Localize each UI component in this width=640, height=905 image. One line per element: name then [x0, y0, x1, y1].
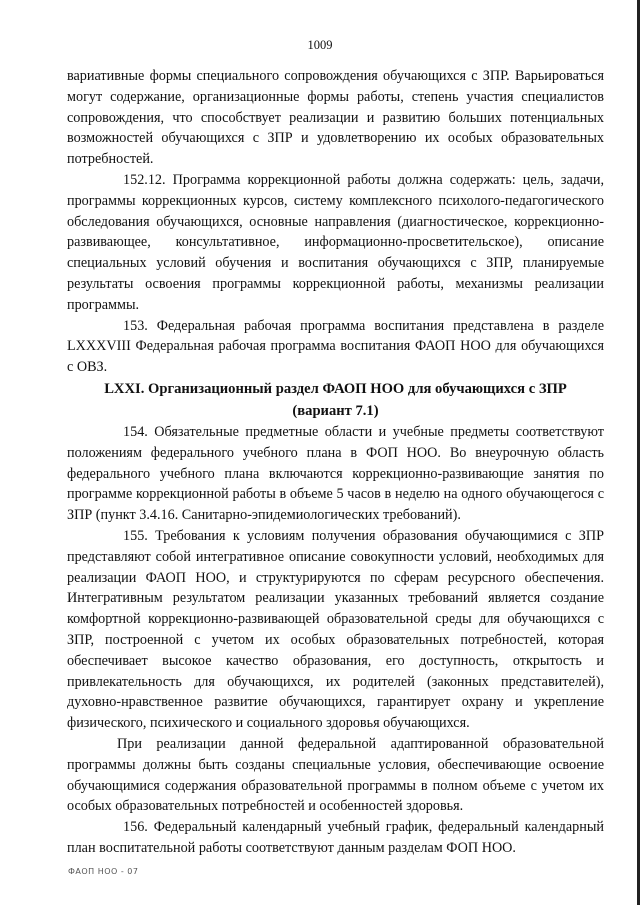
paragraph: вариативные формы специального сопровождения обучающихся с ЗПР. Варьироваться могут содержание, организационные формы работы, степень участия специалистов сопровождения, что способствует реализации и развитию больших потенциальных возможностей обучающихся с ЗПР и удовлетворению их особых образовательных потребностей. [67, 68, 604, 168]
document-body [67, 66, 604, 859]
page-number: 1009 [307, 38, 333, 52]
section-heading-line2: (вариант 7.1) [292, 402, 379, 419]
paragraph-special-conditions: При реализации данной федеральной адаптированной образовательной программы должны быть созданы специальные условия, обеспечивающие освоение обучающимися содержания образовательной программы в полном объеме с учетом их особых образовательных потребностей и особенностей здоровья. [67, 735, 604, 815]
footer-code: ФАОП НОО - 07 [68, 867, 139, 876]
section-heading-line1: LXXI. Организационный раздел ФАОП НОО для обучающихся с ЗПР [104, 380, 567, 397]
paragraph-155: 155. Требования к условиям получения образования обучающимися с ЗПР представляют собой интегративное описание совокупности условий, необходимых для реализации ФАОП НОО, и структурируются по сферам ресурсного обеспечения. Интегративным результатом реализации указанных требований является создание комфортной коррекционно-развивающей образовательной среды для обучающихся с ЗПР, построенной с учетом их особых образовательных потребностей, которая обеспечивает высокое качество образования, его доступность, открытость и привлекательность для обучающихся, их родителей (законных представителей), духовно-нравственное развитие обучающихся, гарантирует охрану и укрепление физического, психического и социального здоровья обучающихся. [67, 527, 604, 732]
paragraph-152-12: 152.12. Программа коррекционной работы должна содержать: цель, задачи, программы коррекционных курсов, систему комплексного психолого-педагогического обследования обучающихся, основные направления (диагностическое, коррекционно-развивающее, консультативное, информационно-просветительское), описание специальных условий обучения и воспитания обучающихся с ЗПР, планируемые результаты освоения программы коррекционной работы, механизмы реализации программы. [67, 171, 604, 313]
paragraph-156: 156. Федеральный календарный учебный график, федеральный календарный план воспитательной работы соответствуют данным разделам ФОП НОО. [67, 819, 604, 856]
paragraph-154: 154. Обязательные предметные области и учебные предметы соответствуют положениям федерального учебного плана в ФОП НОО. Во внеурочную область федерального учебного плана включаются коррекционно-развивающие занятия по программе коррекционной работы в объеме 5 часов в неделю на одного обучающегося с ЗПР (пункт 3.4.16. Санитарно-эпидемиологических требований). [67, 423, 604, 524]
paragraph-153: 153. Федеральная рабочая программа воспитания представлена в разделе LXXXVIII Федеральная рабочая программа воспитания ФАОП НОО для обучающихся с ОВЗ. [67, 317, 604, 376]
section-heading [67, 378, 604, 422]
